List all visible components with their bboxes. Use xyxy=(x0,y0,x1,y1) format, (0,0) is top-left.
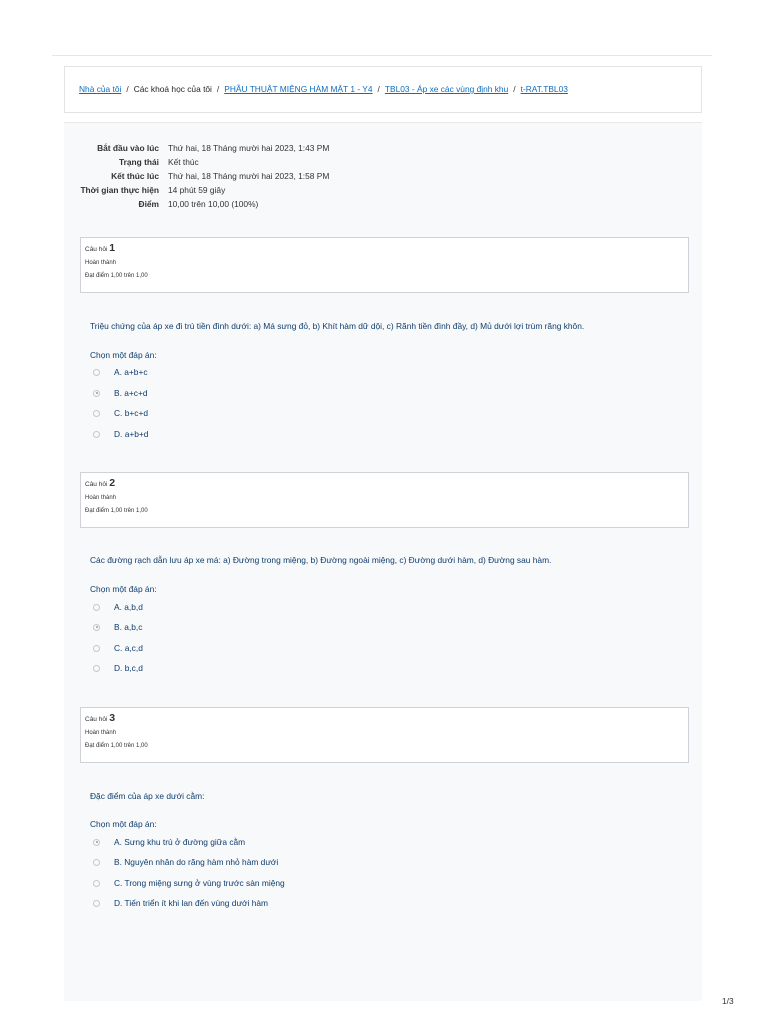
attempt-summary-table xyxy=(64,141,329,211)
radio-selected-icon[interactable] xyxy=(93,390,100,397)
radio-icon[interactable] xyxy=(93,645,100,652)
answer-option[interactable] xyxy=(93,408,148,418)
breadcrumb-course-link[interactable]: PHẪU THUẬT MIỆNG HÀM MẶT 1 - Y4 xyxy=(224,84,373,94)
quiz-review-content xyxy=(64,122,702,1001)
answer-prompt-3: Chọn một đáp án: xyxy=(90,819,157,829)
answer-label: C. b+c+d xyxy=(114,408,148,418)
answer-option-selected[interactable] xyxy=(93,837,245,847)
question-grade: Đạt điểm 1,00 trên 1,00 xyxy=(85,508,148,514)
question-number xyxy=(85,242,684,256)
answer-label: D. Tiến triển ít khi lan đến vùng dưới hàm xyxy=(114,898,269,908)
summary-key: Kết thúc lúc xyxy=(111,171,159,181)
summary-key: Điểm xyxy=(138,199,159,209)
radio-icon[interactable] xyxy=(93,604,100,611)
radio-icon[interactable] xyxy=(93,431,100,438)
answer-prompt-2: Chọn một đáp án: xyxy=(90,584,157,594)
radio-icon[interactable] xyxy=(93,369,100,376)
answer-option[interactable] xyxy=(93,898,268,908)
breadcrumb-separator: / xyxy=(126,84,129,94)
answer-label: B. a+c+d xyxy=(114,388,148,398)
breadcrumb-home-link[interactable]: Nhà của tôi xyxy=(79,84,122,94)
answer-option[interactable] xyxy=(93,429,148,439)
breadcrumb-separator: / xyxy=(216,84,220,94)
summary-row-started xyxy=(64,141,329,155)
question-state: Hoàn thành xyxy=(85,495,117,501)
answer-label: C. a,c,d xyxy=(114,643,143,653)
question-number-value: 1 xyxy=(109,242,116,254)
answer-option[interactable] xyxy=(93,663,143,673)
question-number-value: 3 xyxy=(109,712,116,724)
breadcrumb xyxy=(64,66,702,113)
summary-row-completed xyxy=(64,169,329,183)
question-text-3: Đặc điểm của áp xe dưới cằm: xyxy=(90,791,205,801)
answer-option[interactable] xyxy=(93,857,278,867)
question-text-1: Triệu chứng của áp xe đi trú tiền đình dưới: a) Má sưng đỏ, b) Khít hàm dữ dội, c) Rãnh tiền đình đầy, d) Mủ dưới lợi trùm răng khôn. xyxy=(90,321,585,331)
answer-label: B. Nguyên nhân do răng hàm nhỏ hàm dưới xyxy=(114,857,279,867)
answer-label: A. a,b,d xyxy=(114,602,143,612)
breadcrumb-quiz-link[interactable]: t-RAT.TBL03 xyxy=(520,84,568,94)
breadcrumb-my-courses: Các khoá học của tôi xyxy=(133,84,212,94)
answer-label: D. a+b+d xyxy=(114,429,149,439)
question-grade: Đạt điểm 1,00 trên 1,00 xyxy=(85,743,148,749)
breadcrumb-separator: / xyxy=(377,84,380,94)
answer-option[interactable] xyxy=(93,602,143,612)
answer-option[interactable] xyxy=(93,878,285,888)
radio-icon[interactable] xyxy=(93,900,100,907)
answer-option-selected[interactable] xyxy=(93,622,142,632)
top-divider xyxy=(52,55,712,56)
question-label: Câu hỏi xyxy=(85,716,108,723)
question-text-2: Các đường rạch dẫn lưu áp xe má: a) Đường trong miệng, b) Đường ngoài miệng, c) Đường dưới hàm, d) Đường sau hàm. xyxy=(90,555,552,565)
answer-option[interactable] xyxy=(93,367,148,377)
question-info-1 xyxy=(80,237,689,293)
question-info-2 xyxy=(80,472,689,528)
summary-key: Bắt đầu vào lúc xyxy=(97,143,159,153)
summary-row-grade xyxy=(64,197,329,211)
summary-row-state xyxy=(64,155,329,169)
summary-row-time-taken xyxy=(64,183,329,197)
answer-label: C. Trong miệng sưng ở vùng trước sàn miệng xyxy=(114,878,285,888)
page-indicator: 1/3 xyxy=(722,996,734,1006)
summary-key: Trạng thái xyxy=(118,157,159,167)
breadcrumb-separator: / xyxy=(513,84,516,94)
breadcrumb-section-link[interactable]: TBL03 - Áp xe các vùng định khu xyxy=(384,84,509,94)
question-label: Câu hỏi xyxy=(85,481,108,488)
radio-selected-icon[interactable] xyxy=(93,839,100,846)
summary-key: Thời gian thực hiện xyxy=(80,185,159,195)
radio-selected-icon[interactable] xyxy=(93,624,100,631)
summary-value: Thứ hai, 18 Tháng mười hai 2023, 1:43 PM xyxy=(168,143,330,153)
radio-icon[interactable] xyxy=(93,665,100,672)
summary-value: Kết thúc xyxy=(168,157,199,167)
question-info-3 xyxy=(80,707,689,763)
answer-label: A. Sưng khu trú ở đường giữa cằm xyxy=(114,837,246,847)
radio-icon[interactable] xyxy=(93,880,100,887)
question-state: Hoàn thành xyxy=(85,730,117,736)
answer-prompt-1: Chọn một đáp án: xyxy=(90,350,157,360)
summary-value: Thứ hai, 18 Tháng mười hai 2023, 1:58 PM xyxy=(168,171,330,181)
radio-icon[interactable] xyxy=(93,410,100,417)
question-state: Hoàn thành xyxy=(85,260,117,266)
summary-value: 14 phút 59 giây xyxy=(168,185,226,195)
summary-value: 10,00 trên 10,00 (100%) xyxy=(168,199,259,209)
answer-option-selected[interactable] xyxy=(93,388,148,398)
question-number xyxy=(85,712,684,726)
answer-label: B. a,b,c xyxy=(114,622,143,632)
question-number xyxy=(85,477,684,491)
answer-label: A. a+b+c xyxy=(114,367,148,377)
question-number-value: 2 xyxy=(109,477,116,489)
breadcrumb-trail xyxy=(79,84,568,94)
answer-option[interactable] xyxy=(93,643,143,653)
answer-label: D. b,c,d xyxy=(114,663,143,673)
radio-icon[interactable] xyxy=(93,859,100,866)
question-grade: Đạt điểm 1,00 trên 1,00 xyxy=(85,273,148,279)
question-label: Câu hỏi xyxy=(85,246,108,253)
